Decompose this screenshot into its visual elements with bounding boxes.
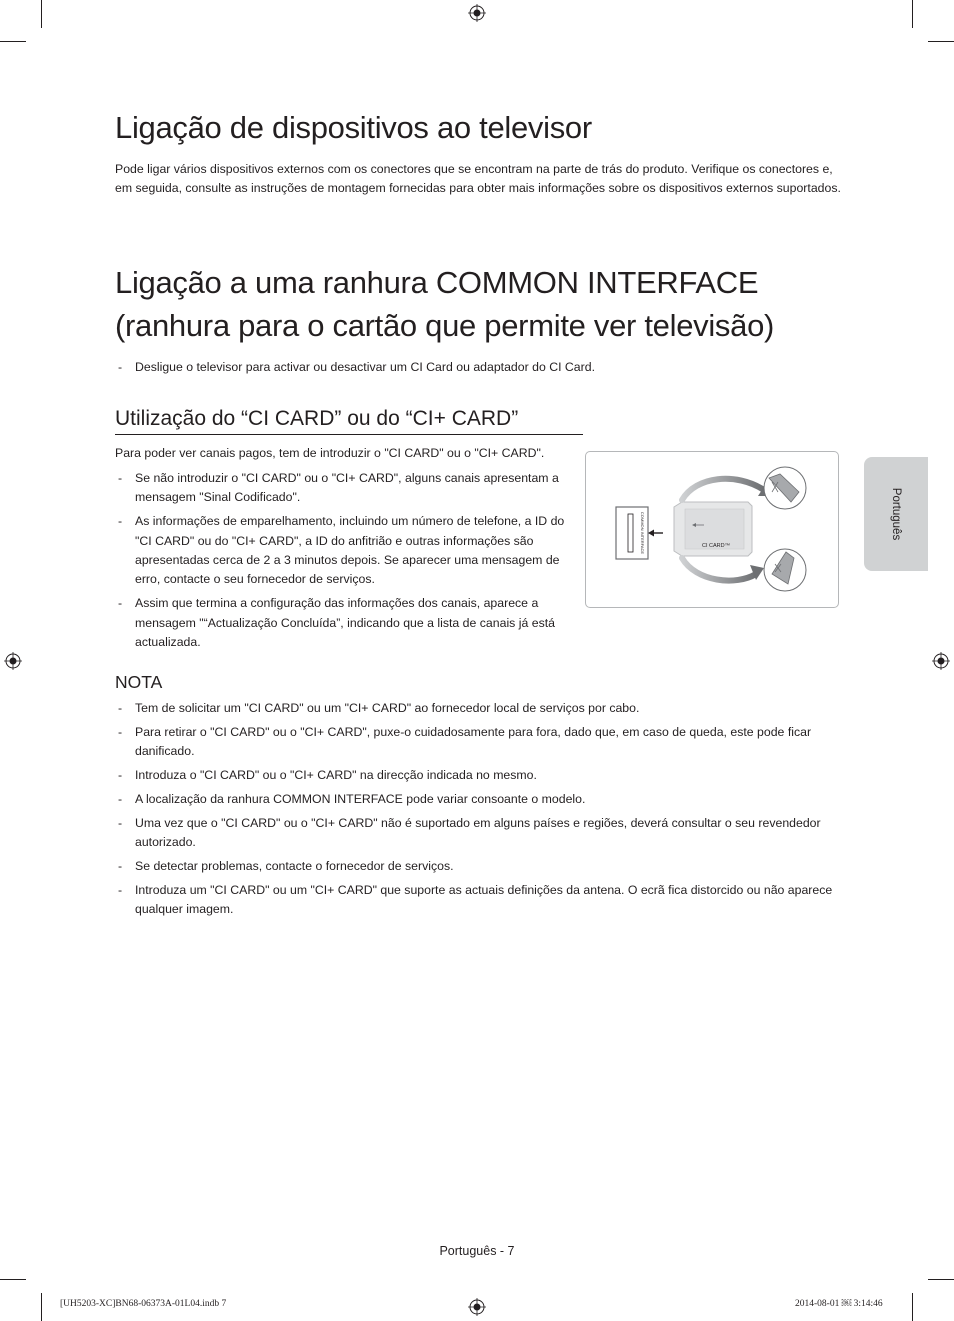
list-item bbox=[115, 881, 835, 920]
list-item-text: Para retirar o "CI CARD" ou o "CI+ CARD", puxe-o cuidadosamente para fora, dado que, em caso de queda, este pode ficar danificado. bbox=[135, 724, 812, 759]
page-title: Ligação de dispositivos ao televisor bbox=[115, 110, 592, 145]
list-item bbox=[115, 594, 571, 652]
section-title-line2: (ranhura para o cartão que permite ver televisão) bbox=[115, 308, 775, 343]
bullet-dash: - bbox=[118, 768, 123, 782]
note-heading: NOTA bbox=[115, 672, 163, 692]
bullet-dash: - bbox=[118, 471, 123, 485]
bullet-dash: - bbox=[118, 724, 123, 739]
crop-mark-top-left-v bbox=[41, 0, 42, 28]
list-item bbox=[115, 790, 835, 809]
page-number: Português - 7 bbox=[439, 1244, 515, 1258]
note-list bbox=[115, 699, 835, 924]
ci-card-illustration bbox=[585, 451, 839, 608]
registration-mark-left-icon bbox=[4, 652, 22, 670]
crop-mark-top-right-h bbox=[928, 41, 954, 42]
list-item bbox=[115, 699, 835, 718]
list-item bbox=[115, 814, 835, 853]
list-item-text: Se não introduzir o "CI CARD" ou o "CI+ CARD", alguns canais apresentam a mensagem "Sinal Codificado". bbox=[135, 471, 559, 505]
list-item bbox=[115, 766, 835, 785]
bullet-dash: - bbox=[118, 360, 123, 374]
crop-mark-bottom-right-v bbox=[912, 1293, 913, 1321]
crop-mark-top-right-v bbox=[912, 0, 913, 28]
subsection-intro: Para poder ver canais pagos, tem de introduzir o "CI CARD" ou o "CI+ CARD". bbox=[115, 446, 545, 460]
bullet-dash: - bbox=[118, 858, 123, 873]
slot-label: COMMON INTERFACE bbox=[640, 511, 645, 555]
list-item bbox=[115, 469, 571, 508]
crop-mark-bottom-right-h bbox=[928, 1279, 954, 1280]
list-item bbox=[115, 512, 571, 590]
list-item-text: As informações de emparelhamento, incluindo um número de telefone, a ID do "CI CARD" ou do "CI+ CARD", a ID do anfitrião e outras informações são apresentadas cerca de 2 a 3 minutos depois. Se aparecer uma mensagem de erro, contacte o seu fornecedor de serviços. bbox=[135, 514, 565, 587]
print-slug-left: [UH5203-XC]BN68-06373A-01L04.indb 7 bbox=[60, 1299, 227, 1309]
list-item-text: Introduza um "CI CARD" ou um "CI+ CARD" que suporte as actuais definições da antena. O ecrã fica distorcido ou não aparece qualquer imagem. bbox=[135, 882, 833, 916]
crop-mark-top-left-h bbox=[0, 41, 26, 42]
list-item-text: Se detectar problemas, contacte o fornecedor de serviços. bbox=[135, 858, 454, 873]
list-item bbox=[115, 358, 845, 377]
section-title-line1: Ligação a uma ranhura COMMON INTERFACE bbox=[115, 265, 759, 300]
list-item-text: Introduza o "CI CARD" ou o "CI+ CARD" na direcção indicada no mesmo. bbox=[135, 768, 537, 782]
list-item-text: Assim que termina a configuração das informações dos canais, aparece a mensagem "“Actualização Concluída”, indicando que a lista de canais já está actualizada. bbox=[135, 596, 555, 650]
bullet-dash: - bbox=[118, 815, 123, 830]
registration-mark-bottom-icon bbox=[468, 1298, 486, 1316]
list-item-text: Uma vez que o "CI CARD" ou o "CI+ CARD" não é suportado em alguns países e regiões, deverá consultar o seu revendedor autorizado. bbox=[135, 815, 821, 849]
crop-mark-bottom-left-v bbox=[41, 1293, 42, 1321]
intro-paragraph: Pode ligar vários dispositivos externos com os conectores que se encontram na parte de trás do produto. Verifique os conectores e, em seguida, consulte as instruções de montagem fornecidas para obter mais informações sobre os dispositivos externos suportados. bbox=[115, 162, 841, 196]
subsection-title: Utilização do “CI CARD” ou do “CI+ CARD” bbox=[115, 407, 519, 430]
list-item bbox=[115, 857, 835, 876]
list-item-text: Tem de solicitar um "CI CARD" ou um "CI+ CARD" ao fornecedor local de serviços por cabo. bbox=[135, 701, 640, 715]
bullet-dash: - bbox=[118, 882, 123, 897]
bullet-dash: - bbox=[118, 514, 123, 529]
subsection-list bbox=[115, 469, 571, 657]
card-label: CI CARD™ bbox=[702, 543, 731, 549]
language-side-tab bbox=[864, 457, 928, 571]
bullet-dash: - bbox=[118, 791, 123, 806]
crop-mark-bottom-left-h bbox=[0, 1279, 26, 1280]
bullet-dash: - bbox=[118, 701, 123, 715]
list-item bbox=[115, 723, 835, 762]
ci-card-diagram bbox=[586, 452, 837, 606]
list-item-text: Desligue o televisor para activar ou desactivar um CI Card ou adaptador do CI Card. bbox=[135, 360, 595, 374]
registration-mark-right-icon bbox=[932, 652, 950, 670]
list-item-text: A localização da ranhura COMMON INTERFACE pode variar consoante o modelo. bbox=[135, 791, 586, 806]
print-slug-right: 2014-08-01 ￼ 3:14:46 bbox=[795, 1299, 883, 1309]
subsection-underline bbox=[115, 434, 583, 435]
section-note-list bbox=[115, 358, 845, 382]
bullet-dash: - bbox=[118, 596, 123, 611]
registration-mark-top-icon bbox=[468, 4, 486, 22]
language-tab-label: Português bbox=[890, 487, 902, 541]
